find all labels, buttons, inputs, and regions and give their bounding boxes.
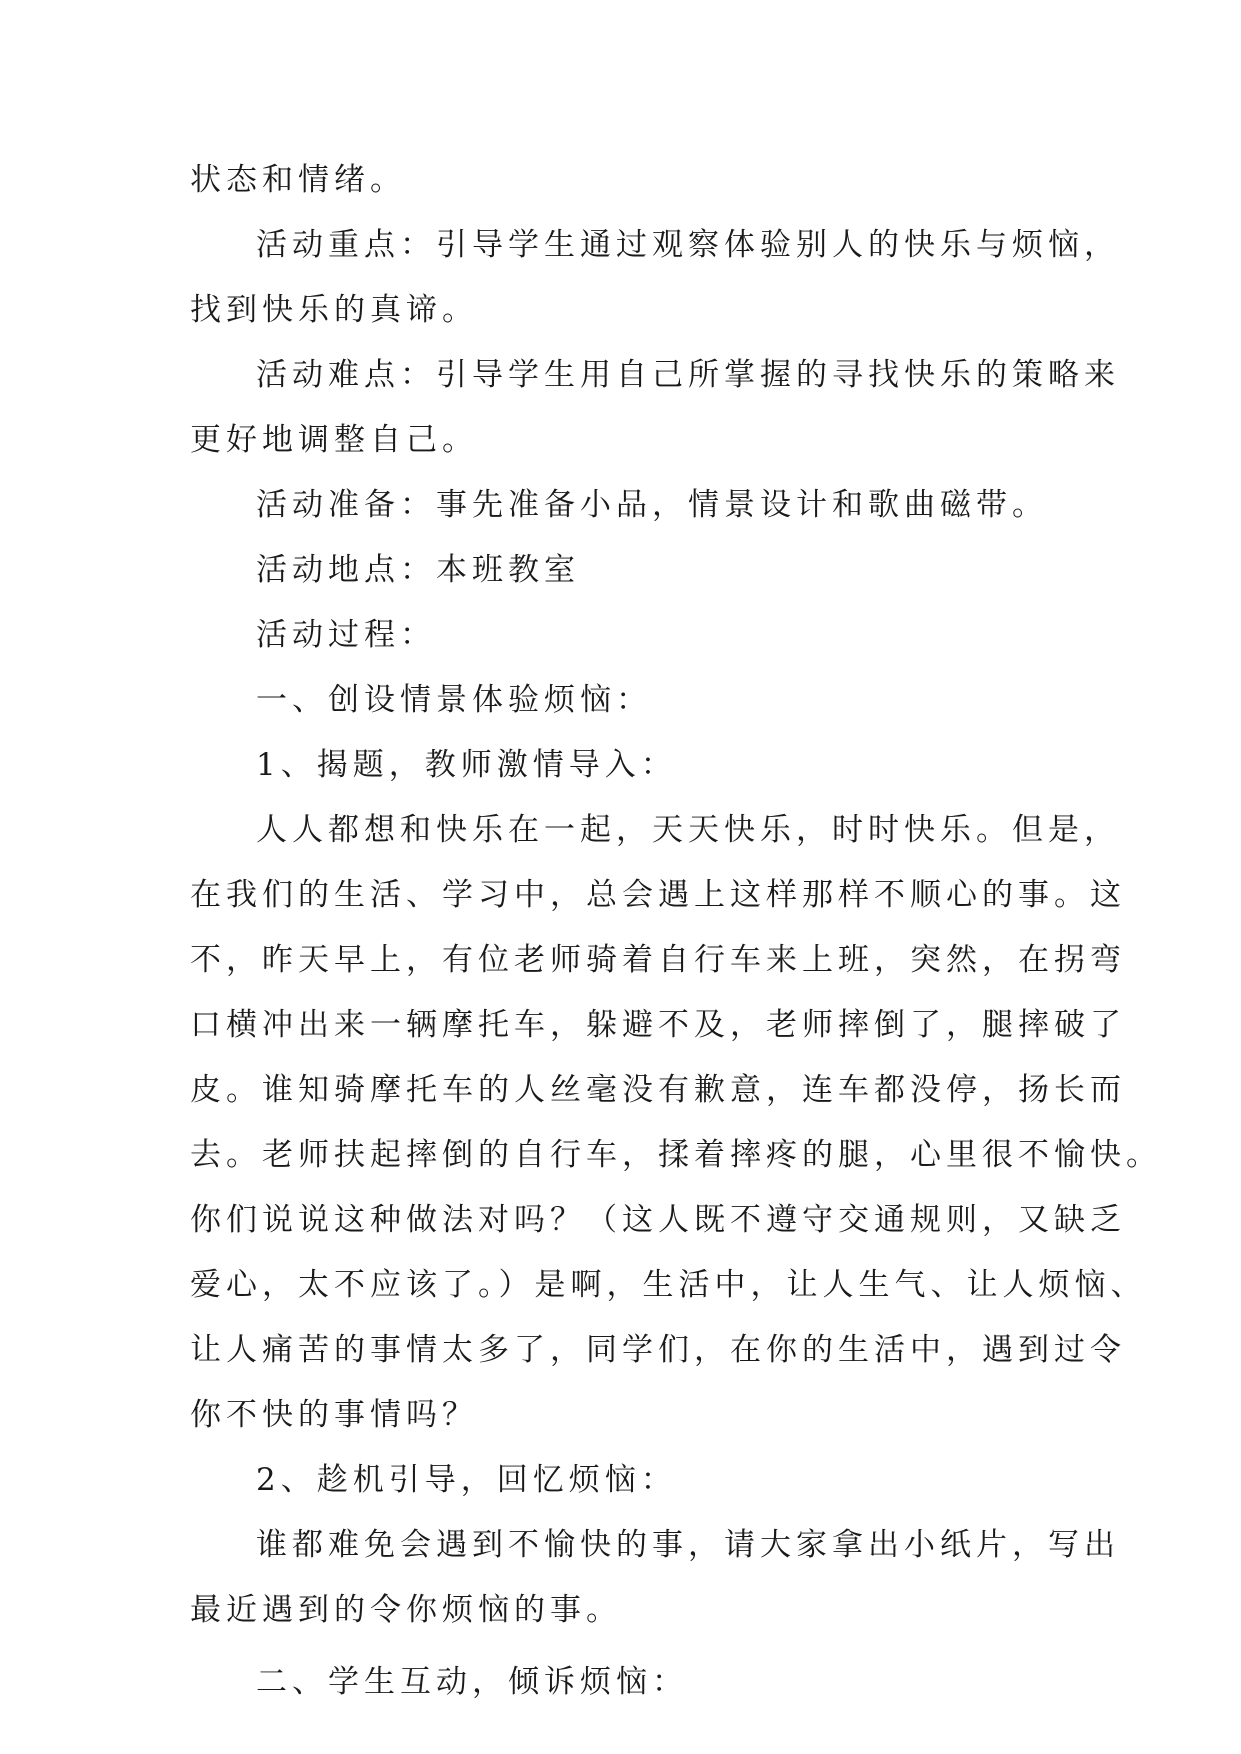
text-line: 最近遇到的令你烦恼的事。 [190, 1592, 622, 1628]
paragraph-activity-location: 活动地点：本班教室 [256, 552, 580, 588]
section-heading-2: 二、学生互动，倾诉烦恼： [256, 1664, 688, 1700]
text-line: 更好地调整自己。 [190, 422, 478, 458]
text-line: 爱心，太不应该了。）是啊，生活中，让人生气、让人烦恼、 [190, 1267, 1147, 1303]
document-body [190, 148, 1162, 1715]
paragraph-activity-process: 活动过程： [256, 617, 436, 653]
text-line: 不，昨天早上，有位老师骑着自行车来上班，突然，在拐弯 [190, 942, 1126, 978]
text-line: 皮。谁知骑摩托车的人丝毫没有歉意，连车都没停，扬长而 [190, 1072, 1126, 1108]
text-line: 让人痛苦的事情太多了，同学们，在你的生活中，遇到过令 [190, 1332, 1126, 1368]
text-line: 状态和情绪。 [190, 162, 406, 198]
subsection-heading-1: 1、揭题，教师激情导入： [256, 747, 677, 783]
text-line: 你不快的事情吗？ [190, 1397, 478, 1433]
paragraph-recall: 谁都难免会遇到不愉快的事，请大家拿出小纸片，写出 [256, 1527, 1120, 1563]
subsection-heading-2: 2、趁机引导，回忆烦恼： [256, 1462, 677, 1498]
section-heading-1: 一、创设情景体验烦恼： [256, 682, 652, 718]
text-line: 口横冲出来一辆摩托车，躲避不及，老师摔倒了，腿摔破了 [190, 1007, 1126, 1043]
text-line: 在我们的生活、学习中，总会遇上这样那样不顺心的事。这 [190, 877, 1126, 913]
paragraph-activity-difficulty: 活动难点：引导学生用自己所掌握的寻找快乐的策略来 [256, 357, 1120, 393]
paragraph-activity-focus: 活动重点：引导学生通过观察体验别人的快乐与烦恼， [256, 227, 1120, 263]
paragraph-intro: 人人都想和快乐在一起，天天快乐，时时快乐。但是， [256, 812, 1120, 848]
text-line: 你们说说这种做法对吗？（这人既不遵守交通规则，又缺乏 [190, 1202, 1126, 1238]
text-line: 找到快乐的真谛。 [190, 292, 478, 328]
paragraph-activity-preparation: 活动准备：事先准备小品，情景设计和歌曲磁带。 [256, 487, 1048, 523]
text-line: 去。老师扶起摔倒的自行车，揉着摔疼的腿，心里很不愉快。 [190, 1137, 1162, 1173]
